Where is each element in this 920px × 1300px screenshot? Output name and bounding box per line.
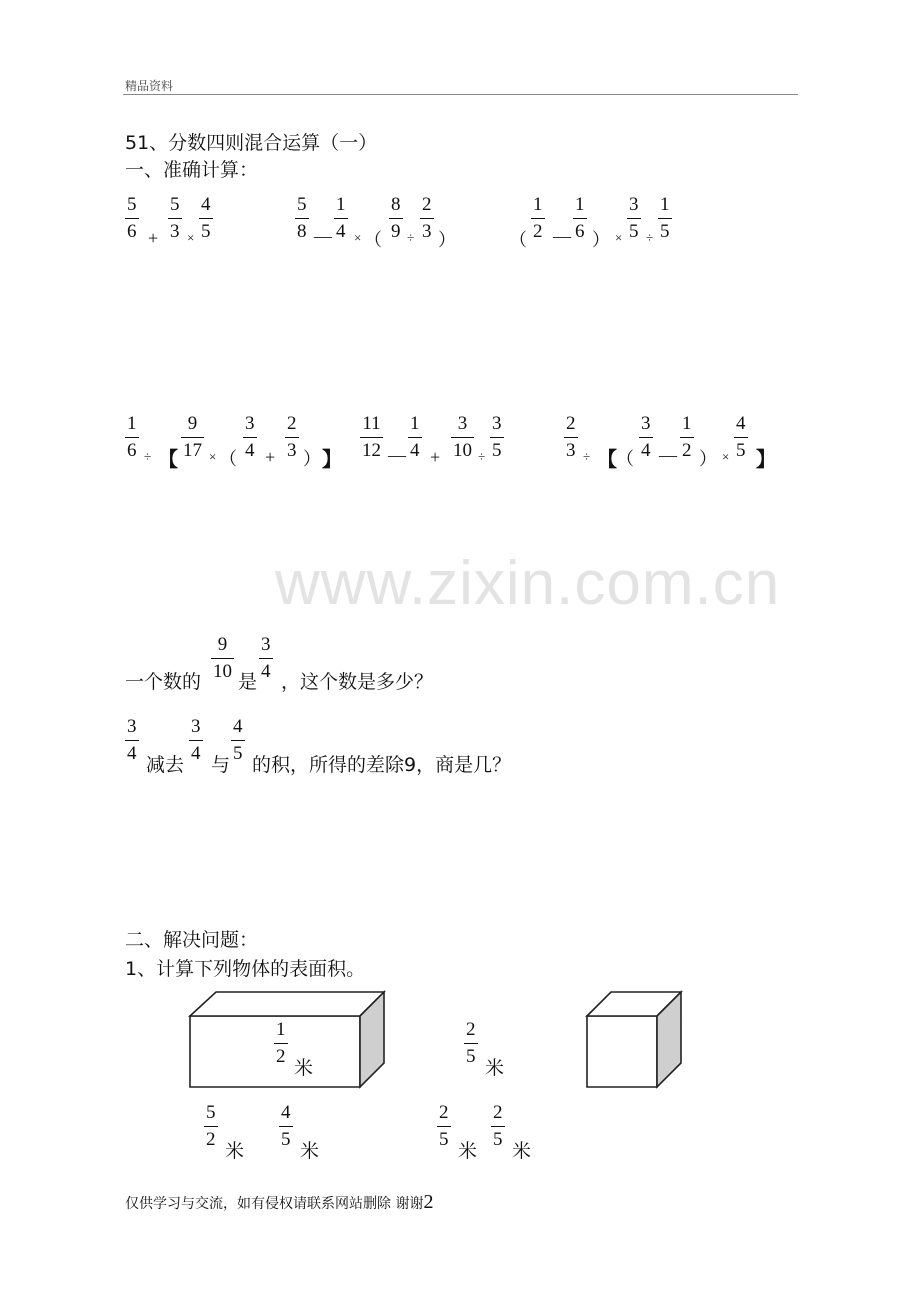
- divide-sign: ÷: [478, 449, 486, 464]
- fraction: 3 4: [641, 413, 651, 461]
- fraction: 1 4: [336, 194, 346, 242]
- word-problem-1-text-c: ，这个数是多少？: [281, 671, 434, 693]
- fraction: 5 6: [127, 194, 137, 242]
- fraction: 1 5: [660, 194, 670, 242]
- fraction: 5 8: [297, 194, 307, 242]
- word-problem-1-text-a: 一个数的: [125, 671, 202, 693]
- unit-label: 米: [300, 1140, 320, 1162]
- fraction: 1 4: [410, 413, 420, 461]
- section-heading-1: 一、准确计算：: [125, 159, 259, 181]
- header-label: 精品资料: [125, 79, 174, 93]
- fraction: 2 3: [422, 194, 432, 242]
- right-bracket: 】: [756, 447, 776, 471]
- right-paren: ）: [438, 230, 456, 250]
- page-title: 51、分数四则混合运算（一）: [125, 132, 378, 154]
- left-bracket: 【: [597, 447, 617, 471]
- minus-sign: —: [314, 226, 332, 246]
- unit-label: 米: [225, 1140, 245, 1162]
- footer: [125, 1191, 433, 1214]
- fraction: 9 17: [183, 413, 202, 461]
- fraction: 1 2: [276, 1019, 286, 1067]
- cube-figure: [587, 992, 681, 1087]
- word-problem-2-text-b: 与: [211, 754, 231, 776]
- times-sign: ×: [722, 449, 730, 464]
- footer-text: 仅供学习与交流，如有侵权请联系网站删除 谢谢: [125, 1196, 424, 1212]
- right-paren: ）: [699, 449, 717, 469]
- divide-sign: ÷: [407, 230, 415, 245]
- fraction: 2 5: [493, 1102, 503, 1150]
- right-bracket: 】: [322, 447, 342, 471]
- fraction: 2 5: [466, 1019, 476, 1067]
- left-paren: （: [364, 230, 382, 250]
- unit-label: 米: [512, 1140, 532, 1162]
- plus-sign: +: [265, 447, 276, 467]
- fraction: 1 2: [682, 413, 692, 461]
- fraction: 3 4: [245, 413, 255, 461]
- divide-sign: ÷: [583, 449, 591, 464]
- unit-label: 米: [294, 1057, 314, 1079]
- fraction: 4 5: [736, 413, 746, 461]
- fraction: 3 5: [492, 413, 502, 461]
- fraction: 3 5: [629, 194, 639, 242]
- fraction: 5 2: [206, 1102, 216, 1150]
- minus-sign: —: [553, 226, 571, 246]
- fraction: 4 5: [233, 716, 243, 764]
- word-problem-2-text-c: 的积，所得的差除9，商是几？: [252, 754, 512, 776]
- divide-sign: ÷: [144, 449, 152, 464]
- watermark: www.zixin.com.cn: [275, 549, 781, 618]
- fraction: 9 10: [213, 634, 232, 682]
- left-bracket: 【: [158, 447, 178, 471]
- left-paren: （: [616, 449, 634, 469]
- plus-sign: +: [148, 228, 159, 248]
- fraction: 3 4: [191, 716, 201, 764]
- left-paren: （: [219, 449, 237, 469]
- right-paren: ）: [303, 449, 321, 469]
- fraction: 1 6: [127, 413, 137, 461]
- section-heading-2: 二、解决问题：: [125, 929, 259, 951]
- times-sign: ×: [354, 230, 362, 245]
- word-problem-1-text-b: 是: [238, 671, 258, 693]
- page-number: 2: [423, 1191, 434, 1213]
- unit-label: 米: [485, 1057, 505, 1079]
- fraction: 3 4: [261, 634, 271, 682]
- fraction: 2 3: [287, 413, 297, 461]
- fraction: 11 12: [362, 413, 381, 461]
- fraction: 5 3: [170, 194, 180, 242]
- fraction: 2 5: [439, 1102, 449, 1150]
- question-1-text: 1、计算下列物体的表面积。: [125, 958, 366, 980]
- fraction: 4 5: [201, 194, 211, 242]
- fraction: 3 4: [127, 716, 137, 764]
- plus-sign: +: [430, 447, 441, 467]
- fraction: 1 6: [575, 194, 585, 242]
- unit-label: 米: [458, 1140, 478, 1162]
- fraction: 2 3: [566, 413, 576, 461]
- fraction: 8 9: [391, 194, 401, 242]
- times-sign: ×: [187, 230, 195, 245]
- word-problem-2-text-a: 减去: [146, 754, 185, 776]
- fraction: 4 5: [281, 1102, 291, 1150]
- minus-sign: —: [659, 445, 677, 465]
- fraction: 1 2: [533, 194, 543, 242]
- right-paren: ）: [592, 230, 610, 250]
- times-sign: ×: [615, 230, 623, 245]
- left-paren: （: [509, 230, 527, 250]
- minus-sign: —: [388, 445, 406, 465]
- fraction: 3 10: [453, 413, 472, 461]
- divide-sign: ÷: [646, 230, 654, 245]
- times-sign: ×: [209, 449, 217, 464]
